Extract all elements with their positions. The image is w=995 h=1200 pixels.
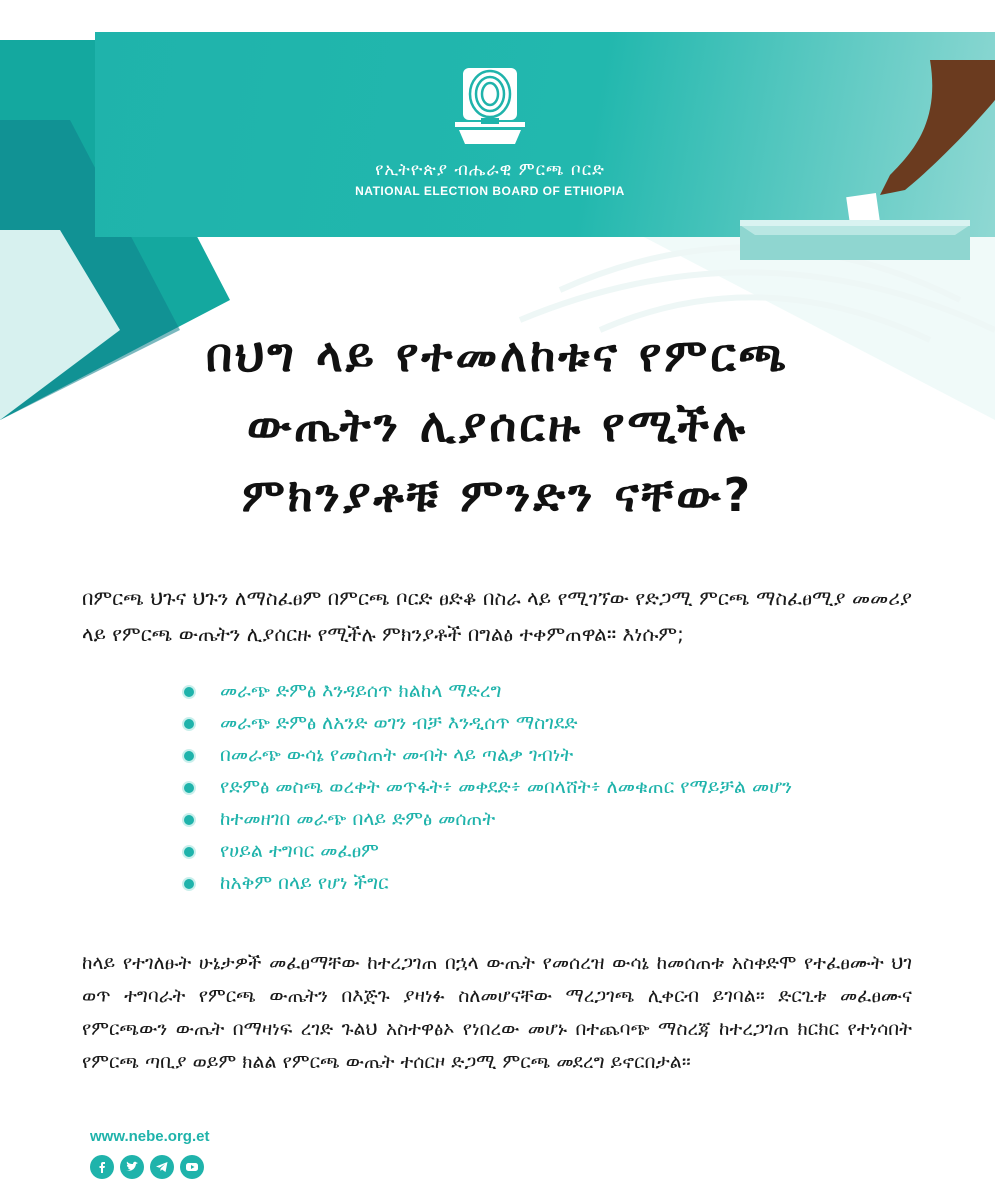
org-name-english: NATIONAL ELECTION BOARD OF ETHIOPIA [355,184,625,198]
bullet-dot-icon [182,717,196,731]
telegram-icon[interactable] [150,1155,174,1179]
org-name-amharic: የኢትዮጵያ ብሔራዊ ምርጫ ቦርድ [375,160,605,180]
bullet-dot-icon [182,781,196,795]
list-item: መራጭ ድምፅ ለአንድ ወገን ብቻ እንዲሰጥ ማስገደድ [178,708,908,738]
title-line: በህግ ላይ የተመለከቱና የምርጫ [205,328,790,382]
twitter-icon[interactable] [120,1155,144,1179]
title-line: ምክንያቶቹ ምንድን ናቸው? [241,468,754,522]
list-item: ከተመዘገበ መራጭ በላይ ድምፅ መሰጠት [178,804,908,834]
list-item: ከአቅም በላይ የሆነ ችግር [178,868,908,898]
youtube-icon[interactable] [180,1155,204,1179]
bullet-dot-icon [182,877,196,891]
title-line: ውጤትን ሊያሰርዙ የሚችሉ [246,398,748,452]
list-item: የሀይል ተግባር መፈፀም [178,836,908,866]
bullet-dot-icon [182,749,196,763]
nebe-logo [445,60,535,150]
list-item: መራጭ ድምፅ እንዳይሰጥ ክልከላ ማድረግ [178,676,908,706]
list-item: የድምፅ መስጫ ወረቀት መጥፋት፥ መቀደድ፥ መበላሸት፥ ለመቁጠር የማይቻል መሆን [178,772,908,802]
page-title [60,320,935,530]
bullet-dot-icon [182,685,196,699]
website-link[interactable]: www.nebe.org.et [90,1128,210,1145]
organization-header [350,60,630,225]
facebook-icon[interactable] [90,1155,114,1179]
bullet-dot-icon [182,813,196,827]
reasons-list [178,676,908,900]
intro-paragraph: በምርጫ ህጉና ህጉን ለማስፈፀም በምርጫ ቦርድ ፀድቆ በስራ ላይ የሚገኘው የድጋሚ ምርጫ ማስፈፀሚያ መመሪያ ላይ የምርጫ ውጤትን ሊያሰርዙ የሚችሉ ምክንያቶች በግልፅ ተቀምጠዋል። እነሱም; [82,586,912,646]
bullet-dot-icon [182,845,196,859]
list-item: በመራጭ ውሳኔ የመስጠት መብት ላይ ጣልቃ ገብነት [178,740,908,770]
ballot-box-illustration [730,60,995,260]
conclusion-paragraph: ከላይ የተገለፁት ሁኔታዎች መፈፀማቸው ከተረጋገጠ በኋላ ውጤት የመሰረዝ ውሳኔ ከመሰጠቱ አስቀድሞ የተፈፀሙት ህገ ወጥ ተግባራት የምርጫ ውጤትን በእጅጉ ያዛነፉ ስለመሆናቸው ማረጋገጫ ሊቀርብ ይገባል። ድርጊቱ መፈፀሙና የምርጫውን ውጤት በማዛነፍ ረገድ ጉልህ አስተዋፅኦ የነበረው መሆኑ በተጨባጭ ማስረጃ ከተረጋገጠ ክርክር የተነሳበት የምርጫ ጣቢያ ወይም ክልል የምርጫ ውጤት ተሰርዞ ድጋሚ ምርጫ መደረግ ይኖርበታል። [82,952,912,1073]
social-links [90,1155,204,1179]
